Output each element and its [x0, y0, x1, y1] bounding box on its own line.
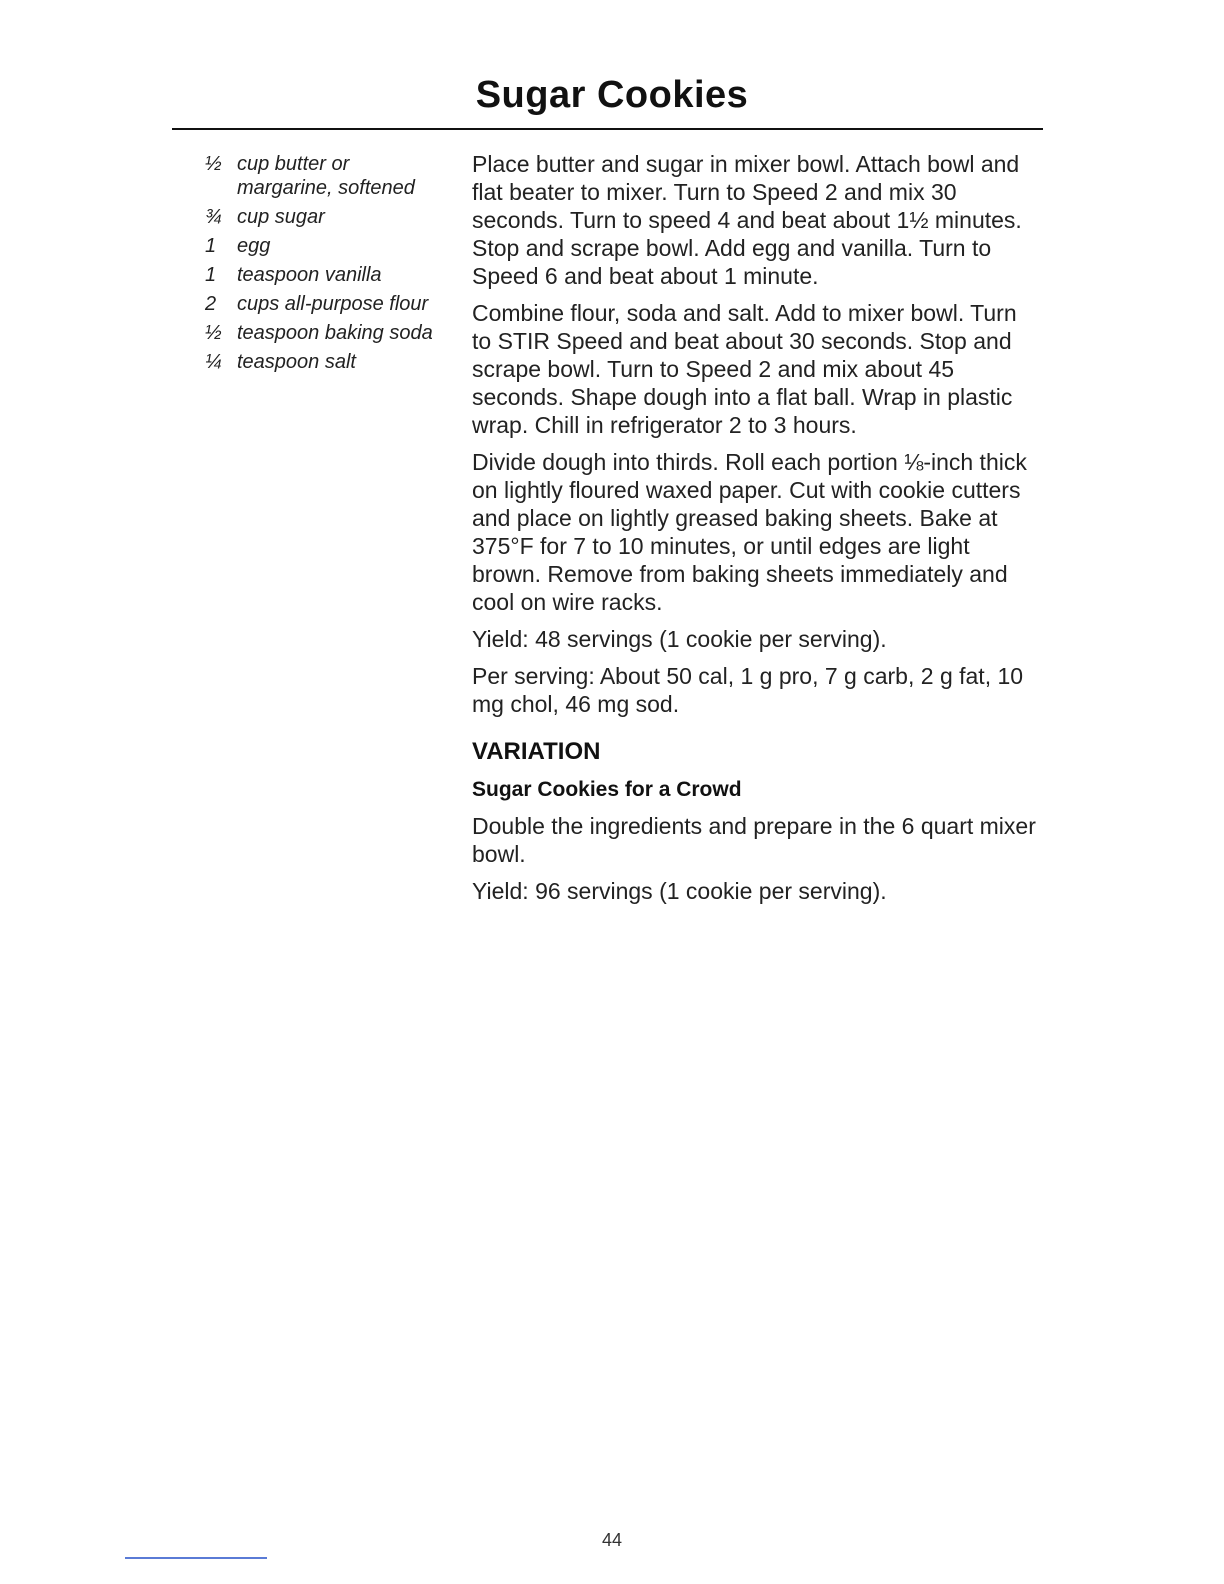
page-title: Sugar Cookies	[475, 74, 749, 116]
ingredient-quantity: 1	[205, 235, 217, 257]
page-number: 44	[601, 1530, 623, 1550]
method-column	[472, 150, 1042, 914]
variation-text: Double the ingredients and prepare in the 6 quart mixer bowl.	[472, 813, 1036, 867]
ingredient-item	[205, 292, 445, 316]
title-rule	[172, 128, 1043, 130]
ingredient-item	[205, 263, 445, 287]
footer-line	[125, 1557, 267, 1559]
ingredient-description: egg	[237, 235, 271, 257]
ingredient-item	[205, 205, 445, 229]
ingredient-item	[205, 350, 445, 374]
ingredient-item	[205, 234, 445, 258]
variation-heading: VARIATION	[472, 738, 601, 765]
ingredient-quantity: ¾	[205, 206, 222, 228]
method-paragraph: Place butter and sugar in mixer bowl. Attach bowl and flat beater to mixer. Turn to Speed 2 and mix 30 seconds. Turn to speed 4 and beat about 1½ minutes. Stop and scrape bowl. Add egg and vanilla. Turn to Speed 6 and beat about 1 minute.	[472, 151, 1022, 289]
variation-yield: Yield: 96 servings (1 cookie per serving).	[472, 878, 887, 904]
ingredient-quantity: ½	[205, 322, 222, 344]
ingredient-description: cup butter or margarine, softened	[237, 153, 415, 199]
nutrition-text: Per serving: About 50 cal, 1 g pro, 7 g carb, 2 g fat, 10 mg chol, 46 mg sod.	[472, 663, 1024, 717]
yield-text: Yield: 48 servings (1 cookie per serving).	[472, 626, 887, 652]
method-paragraph: Divide dough into thirds. Roll each portion ⅛-inch thick on lightly floured waxed paper. Cut with cookie cutters and place on lightly greased baking sheets. Bake at 375°F for 7 to 10 minutes, or until edges are light brown. Remove from baking sheets immediately and cool on wire racks.	[472, 449, 1027, 615]
ingredient-item	[205, 152, 445, 200]
ingredient-quantity: ½	[205, 153, 222, 175]
method-paragraph: Combine flour, soda and salt. Add to mixer bowl. Turn to STIR Speed and beat about 30 seconds. Stop and scrape bowl. Turn to Speed 2 and mix about 45 seconds. Shape dough into a flat ball. Wrap in plastic wrap. Chill in refrigerator 2 to 3 hours.	[472, 300, 1017, 438]
ingredient-description: teaspoon vanilla	[237, 264, 382, 286]
ingredient-item	[205, 321, 445, 345]
ingredient-description: teaspoon salt	[237, 351, 356, 373]
ingredient-quantity: 2	[205, 293, 217, 315]
ingredients-list	[205, 152, 445, 379]
ingredient-quantity: 1	[205, 264, 217, 286]
variation-subheading: Sugar Cookies for a Crowd	[472, 778, 742, 801]
ingredient-description: cups all-purpose flour	[237, 293, 429, 315]
ingredient-description: teaspoon baking soda	[237, 322, 433, 344]
ingredient-quantity: ¼	[205, 351, 222, 373]
ingredient-description: cup sugar	[237, 206, 325, 228]
